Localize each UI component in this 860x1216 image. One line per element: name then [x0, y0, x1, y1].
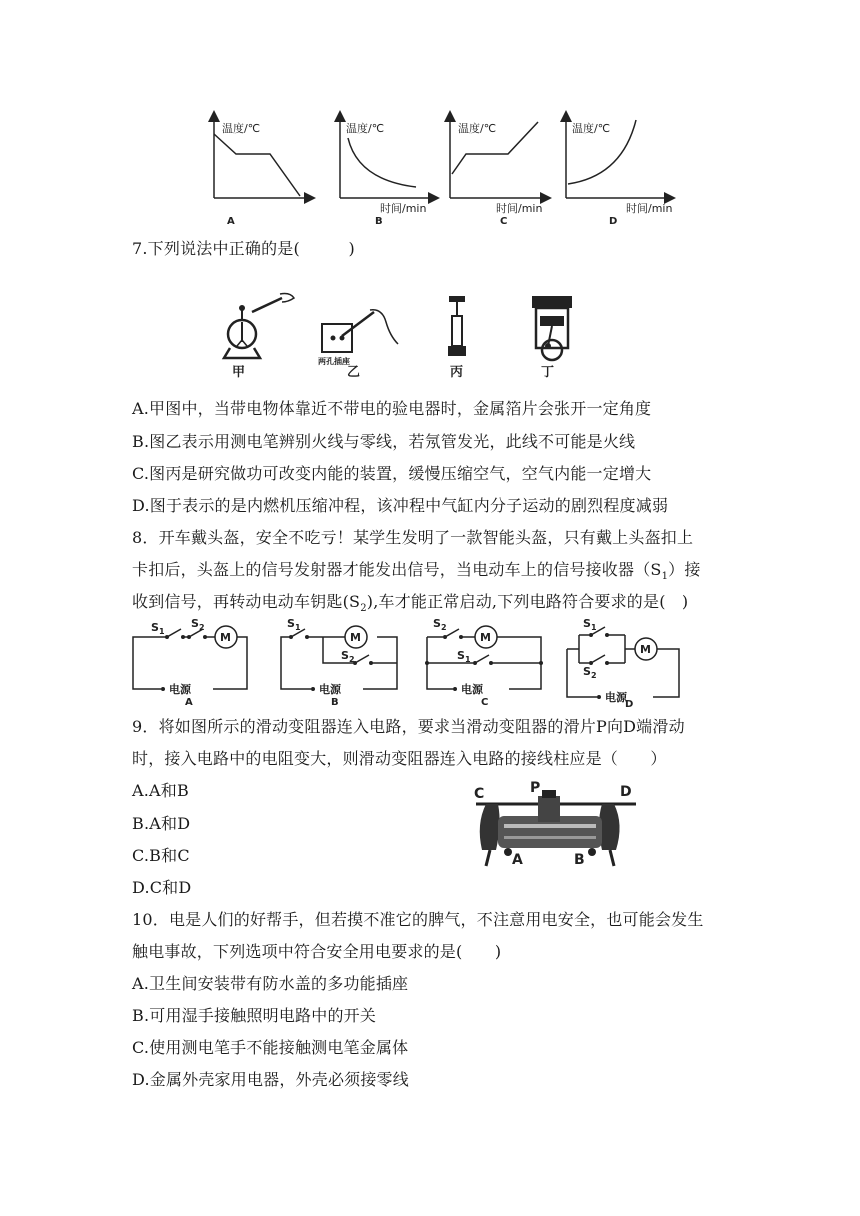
curve-b	[348, 138, 416, 187]
rheostat-figure	[468, 780, 644, 884]
y-label: 温度/℃	[572, 122, 611, 135]
q10-line-2: 触电事故，下列选项中符合安全用电要求的是( )	[132, 942, 502, 961]
y-label: 温度/℃	[346, 122, 385, 135]
q7-option-a: A.甲图中，当带电物体靠近不带电的验电器时，金属箔片会张开一定角度	[132, 399, 652, 418]
q10-option-a: A.卫生间安装带有防水盖的多功能插座	[132, 974, 409, 993]
s1-label: $S_1$	[151, 621, 165, 636]
graph-b	[340, 116, 434, 227]
s2-label: $S_2$	[341, 649, 355, 664]
x-label: 时间/min	[626, 202, 673, 215]
x-label: 时间/min	[380, 202, 427, 215]
q9-option-d: D.C和D	[132, 878, 192, 897]
terminal-b-label: B	[574, 852, 585, 868]
source-label: 电源	[605, 691, 627, 704]
q7-option-c: C.图丙是研究做功可改变内能的装置，缓慢压缩空气，空气内能一定增大	[132, 464, 652, 483]
motor-label: M	[480, 631, 491, 644]
motor-label: M	[640, 643, 651, 656]
q8-line-3: 收到信号，再转动电动车钥匙$(S_2)$,车才能正常启动,下列电路符合要求的是( )	[132, 592, 689, 615]
motor-label: M	[220, 631, 231, 644]
source-label: 电源	[169, 683, 191, 696]
circuit-letter: C	[481, 697, 489, 707]
q7-option-b: B.图乙表示用测电笔辨别火线与零线，若氖管发光，此线不可能是火线	[132, 432, 636, 451]
q7-option-d: D.图于表示的是内燃机压缩冲程，该冲程中气缸内分子运动的剧烈程度减弱	[132, 496, 669, 515]
graph-c	[450, 116, 546, 227]
source-label: 电源	[461, 683, 483, 696]
electroscope-figure	[224, 294, 294, 381]
q9-line-1: 9．将如图所示的滑动变阻器连入电路，要求当滑动变阻器的滑片P向D端滑动	[132, 717, 685, 736]
figure-label: 丁	[541, 365, 555, 380]
q9-option-c: C.B和C	[132, 846, 190, 865]
curve-a	[214, 134, 300, 196]
q9-line-2: 时，接入电路中的电阻变大，则滑动变阻器连入电路的接线柱应是（ ）	[132, 749, 667, 768]
terminal-a-label: A	[512, 852, 523, 868]
engine-figure	[532, 296, 572, 380]
socket-label: 两孔插座	[318, 357, 350, 366]
s1-label: $S_1$	[457, 649, 471, 664]
circuit-a	[133, 617, 247, 707]
q9-option-a: A.A和B	[132, 781, 189, 800]
q10-option-d: D.金属外壳家用电器，外壳必须接零线	[132, 1070, 409, 1089]
circuit-d	[567, 617, 679, 707]
s1-label: $S_1$	[287, 617, 301, 632]
figure-label: 甲	[232, 365, 246, 380]
source-label: 电源	[319, 683, 341, 696]
x-label: 时间/min	[496, 202, 543, 215]
s1-label: $S_1$	[583, 617, 597, 632]
figure-label: 丙	[450, 365, 464, 380]
motor-label: M	[350, 631, 361, 644]
q10-line-1: 10．电是人们的好帮手，但若摸不准它的脾气，不注意用电安全，也可能会发生	[132, 910, 704, 929]
figure-label: 乙	[347, 365, 361, 380]
y-label: 温度/℃	[458, 122, 497, 135]
q8-circuits	[125, 615, 685, 707]
q7-figures	[210, 288, 600, 380]
circuit-b	[281, 617, 397, 707]
terminal-d-label: D	[620, 784, 632, 800]
q9-option-b: B.A和D	[132, 814, 191, 833]
circuit-letter: B	[331, 697, 339, 707]
q7-stem: 7.下列说法中正确的是( )	[132, 239, 355, 258]
s2-label: $S_2$	[191, 617, 205, 632]
graph-letter: B	[375, 216, 383, 227]
s2-label: $S_2$	[433, 617, 447, 632]
y-label: 温度/℃	[222, 122, 261, 135]
compression-figure	[448, 296, 466, 380]
circuit-c	[425, 617, 543, 707]
q10-option-b: B.可用湿手接触照明电路中的开关	[132, 1006, 377, 1025]
graph-letter: D	[609, 216, 618, 227]
socket-figure	[318, 310, 398, 380]
q8-line-1: 8．开车戴头盔，安全不吃亏！某学生发明了一款智能头盔，只有戴上头盔扣上	[132, 528, 694, 547]
graph-letter: A	[227, 216, 235, 227]
graph-a	[214, 116, 310, 227]
s2-label: $S_2$	[583, 665, 597, 680]
graph-d	[566, 116, 672, 227]
q8-line-2: 卡扣后，头盔上的信号发射器才能发出信号，当电动车上的信号接收器$(S_1)$接	[132, 560, 701, 583]
terminal-c-label: C	[474, 786, 485, 802]
q10-option-c: C.使用测电笔手不能接触测电笔金属体	[132, 1038, 409, 1057]
graph-letter: C	[500, 216, 508, 227]
q6-graphs	[200, 110, 680, 235]
slider-p-label: P	[530, 780, 541, 796]
circuit-letter: D	[625, 699, 634, 707]
circuit-letter: A	[185, 697, 193, 707]
